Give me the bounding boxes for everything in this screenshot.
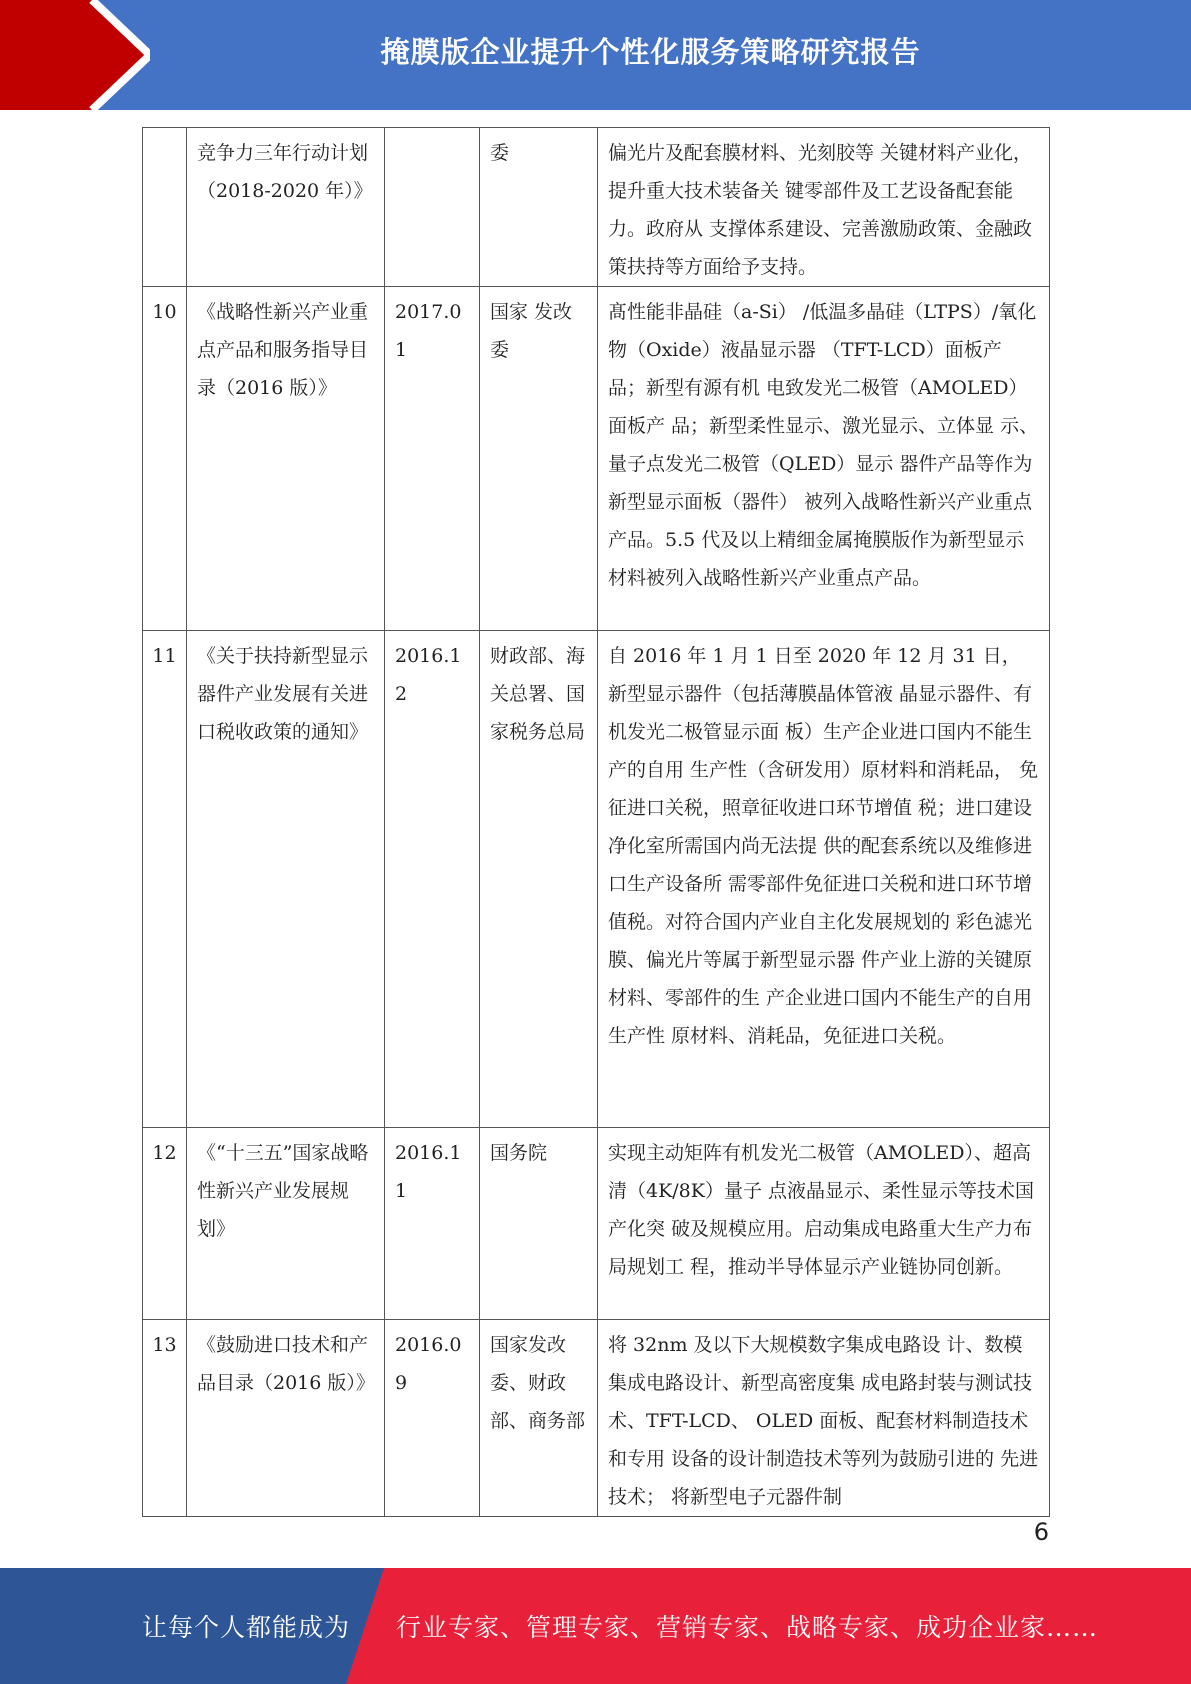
policy-date — [385, 128, 480, 287]
row-number — [143, 128, 187, 287]
footer-slogan-left: 让每个人都能成为 — [142, 1613, 351, 1642]
policy-content: 自 2016 年 1 月 1 日至 2020 年 12 月 31 日，新型显示器件（包括薄膜晶体管液 晶显示器件、有机发光二极管显示面 板）生产企业进口国内不能生产的自用 生产性（含研发用）原材料和消耗品， 免征进口关税，照章征收进口环节增值 税；进口建设净化室所需国内尚无法提 供的配套系统以及维修进口生产设备所 需零部件免征进口关税和进口环节增值税。对符合国内产业自主化发展规划的 彩色滤光膜、偏光片等属于新型显示器 件产业上游的关键原材料、零部件的生 产企业进口国内不能生产的自用生产性 原材料、消耗品，免征进口关税。 — [598, 631, 1050, 1128]
row-number: 10 — [143, 287, 187, 631]
row-number: 12 — [143, 1128, 187, 1320]
table-row — [143, 1320, 1050, 1517]
policy-content: 髙性能非晶硅（a-Si） /低温多晶硅（LTPS）/氧化物（Oxide）液晶显示器 （TFT-LCD）面板产品；新型有源有机 电致发光二极管（AMOLED）面板产 品；新型柔性显示、激光显示、立体显 示、量子点发光二极管（QLED）显示 器件产品等作为新型显示面板（器件） 被列入战略性新兴产业重点产品。5.5 代及以上精细金属掩膜版作为新型显示材料被列入战略性新兴产业重点产品。 — [598, 287, 1050, 631]
row-number: 13 — [143, 1320, 187, 1517]
page-number: 6 — [1033, 1518, 1049, 1546]
table-row — [143, 128, 1050, 287]
policy-name: 《鼓励进口技术和产品目录（2016 版）》 — [187, 1320, 385, 1517]
issuing-agency: 财政部、海关总署、国家税务总局 — [480, 631, 598, 1128]
policy-name: 《“十三五”国家战略性新兴产业发展规划》 — [187, 1128, 385, 1320]
policy-name: 《关于扶持新型显示器件产业发展有关进口税收政策的通知》 — [187, 631, 385, 1128]
policy-content: 实现主动矩阵有机发光二极管（AMOLED）、超高清（4K/8K）量子 点液晶显示、柔性显示等技术国产化突 破及规模应用。启动集成电路重大生产力布局规划工 程，推动半导体显示产业链协同创新。 — [598, 1128, 1050, 1320]
footer-slogan-right: 行业专家、管理专家、营销专家、战略专家、成功企业家…… — [396, 1613, 1099, 1642]
policy-name: 《战略性新兴产业重点产品和服务指导目录（2016 版）》 — [187, 287, 385, 631]
issuing-agency: 国家 发改委 — [480, 287, 598, 631]
footer-banner — [0, 1568, 1191, 1684]
table-row — [143, 1128, 1050, 1320]
header-banner — [0, 0, 1191, 110]
policy-date: 2016.12 — [385, 631, 480, 1128]
policy-date: 2017.01 — [385, 287, 480, 631]
table-row — [143, 631, 1050, 1128]
policy-date: 2016.09 — [385, 1320, 480, 1517]
report-title: 掩膜版企业提升个性化服务策略研究报告 — [380, 34, 921, 69]
policy-content: 将 32nm 及以下大规模数字集成电路设 计、数模集成电路设计、新型高密度集 成电路封装与测试技术、TFT-LCD、 OLED 面板、配套材料制造技术和专用 设备的设计制造技术等列为鼓励引进的 先进技术； 将新型电子元器件制 — [598, 1320, 1050, 1517]
table-row — [143, 287, 1050, 631]
policy-content: 偏光片及配套膜材料、光刻胶等 关键材料产业化，提升重大技术装备关 键零部件及工艺设备配套能力。政府从 支撑体系建设、完善激励政策、金融政 策扶持等方面给予支持。 — [598, 128, 1050, 287]
issuing-agency: 国家发改委、财政部、商务部 — [480, 1320, 598, 1517]
policy-date: 2016.11 — [385, 1128, 480, 1320]
issuing-agency: 国务院 — [480, 1128, 598, 1320]
header-arrow-icon — [0, 0, 150, 110]
issuing-agency: 委 — [480, 128, 598, 287]
policy-name: 竞争力三年行动计划（2018-2020 年）》 — [187, 128, 385, 287]
row-number: 11 — [143, 631, 187, 1128]
policy-table — [142, 127, 1050, 1517]
